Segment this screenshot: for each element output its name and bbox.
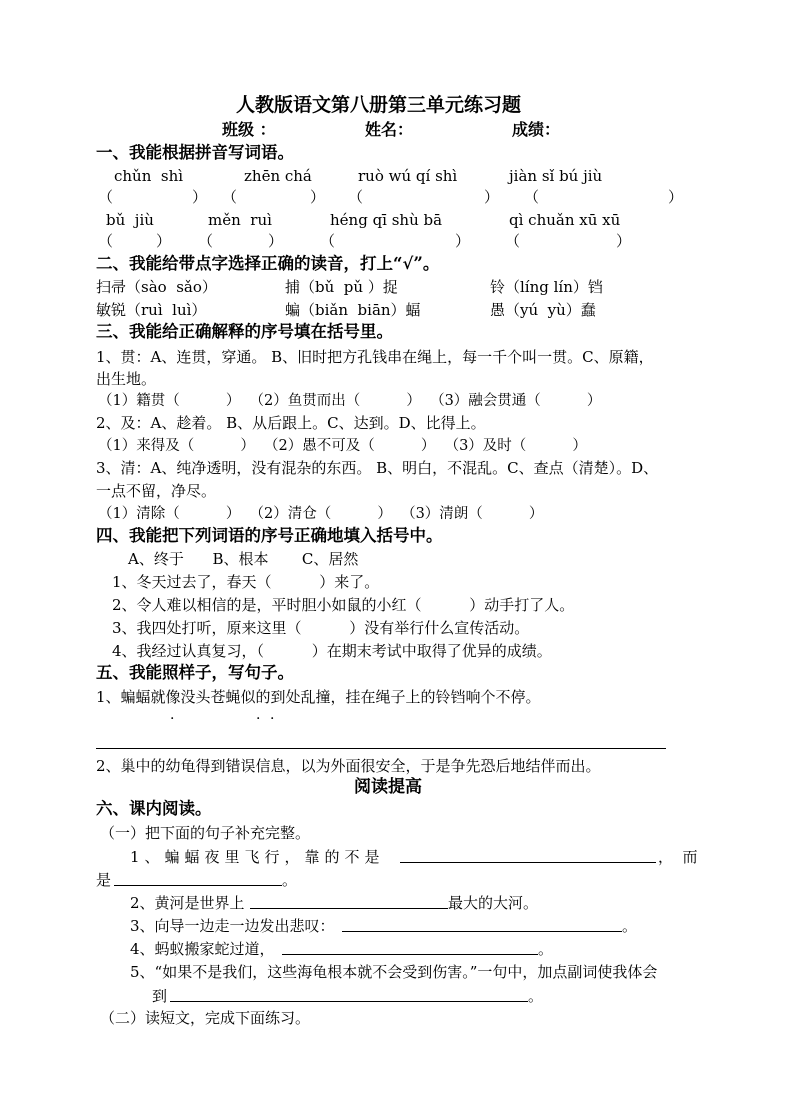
reading-item: 捕（bǔ pǔ ）捉 (285, 278, 398, 296)
page-title: 人教版语文第八册第三单元练习题 (236, 94, 522, 116)
answer-line: （1）来得及（ ） （2）愚不可及（ ） （3）及时（ ） (98, 438, 587, 454)
blank-close: ） (268, 232, 284, 250)
blank-open: （ (222, 188, 238, 206)
q5-text-cont: 到 (152, 987, 168, 1005)
q4-period: 。 (538, 940, 554, 958)
q4-blank (282, 954, 538, 955)
q5-blank (170, 1001, 528, 1002)
q2-text: 2、黄河是世界上 (130, 894, 245, 912)
q1-blank (400, 862, 656, 863)
blank-close: ） (192, 188, 208, 206)
pinyin-6: měn ruì (208, 211, 272, 229)
blank-open: （ (198, 232, 214, 250)
q2-text-end: 最大的大河。 (448, 894, 539, 912)
subsection-label: （一）把下面的句子补充完整。 (100, 824, 311, 842)
example-sentence: 2、巢中的幼龟得到错误信息，以为外面很安全，于是争先恐后地结伴而出。 (96, 757, 601, 775)
class-label: 班级 ： (222, 120, 276, 139)
q1-text-cont: 是 (96, 871, 112, 889)
fill-sentence: 2、令人难以相信的是，平时胆小如鼠的小红（ ）动手打了人。 (112, 596, 575, 614)
pinyin-3: ruò wú qí shì (358, 167, 458, 185)
reading-item: 蝙（biǎn biān）蝠 (285, 301, 421, 319)
q1-text: 1、蝙蝠夜里飞行，靠的不是 (130, 848, 385, 866)
section-6-heading: 六、课内阅读。 (96, 799, 212, 818)
blank-close: ） (616, 232, 632, 250)
reading-item: 铃（líng lín）铛 (490, 278, 603, 296)
blank-close: ） (455, 232, 471, 250)
word-options: A、终于 B、根本 C、居然 (128, 550, 359, 568)
q3-text: 3、向导一边走一边发出悲叹： (130, 917, 335, 935)
section-4-heading: 四、我能把下列词语的序号正确地填入括号中。 (96, 526, 443, 545)
definition-line: 出生地。 (96, 370, 157, 388)
pinyin-2: zhēn chá (244, 167, 312, 185)
blank-open: （ (348, 188, 364, 206)
q3-period: 。 (622, 917, 638, 935)
name-label: 姓名： (365, 120, 414, 139)
q4-text: 4、蚂蚁搬家蛇过道， (130, 940, 275, 958)
definition-line: 3、清：A、纯净透明，没有混杂的东西。 B、明白，不混乱。C、查点（清楚）。D、 (96, 459, 659, 477)
reading-item: 扫帚（sào sǎo） (96, 278, 217, 296)
blank-open: （ (505, 232, 521, 250)
section-2-heading: 二、我能给带点字选择正确的读音，打上“√”。 (96, 254, 440, 273)
pinyin-4: jiàn sǐ bú jiù (509, 167, 603, 185)
answer-underline (96, 748, 666, 749)
blank-close: ） (310, 188, 326, 206)
q3-blank (342, 931, 622, 932)
fill-sentence: 1、冬天过去了，春天（ ）来了。 (112, 573, 380, 591)
blank-close: ） (668, 188, 684, 206)
q1-blank-2 (114, 885, 282, 886)
answer-line: （1）清除（ ） （2）清仓（ ） （3）清朗（ ） (98, 506, 544, 522)
emphasis-dot: · (256, 711, 261, 727)
emphasis-dot: · (270, 711, 275, 727)
blank-open: （ (98, 232, 114, 250)
blank-open: （ (98, 188, 114, 206)
blank-close: ） (156, 232, 172, 250)
q1-period: 。 (282, 871, 298, 889)
pinyin-7: héng qī shù bā (330, 211, 443, 229)
example-sentence: 1、蝙蝠就像没头苍蝇似的到处乱撞，挂在绳子上的铃铛响个不停。 (96, 688, 541, 706)
emphasis-dot: · (170, 711, 175, 727)
definition-line: 一点不留，净尽。 (96, 482, 217, 500)
section-3-heading: 三、我能给正确解释的序号填在括号里。 (96, 322, 393, 341)
blank-close: ） (484, 188, 500, 206)
definition-line: 1、贯：A、连贯，穿通。 B、旧时把方孔钱串在绳上，每一千个叫一贯。C、原籍， (96, 348, 654, 366)
subsection-label: （二）读短文，完成下面练习。 (100, 1009, 311, 1027)
pinyin-8: qì chuǎn xū xū (509, 211, 621, 229)
reading-heading: 阅读提高 (354, 777, 422, 797)
section-5-heading: 五、我能照样子，写句子。 (96, 663, 294, 682)
fill-sentence: 3、我四处打听，原来这里（ ）没有举行什么宣传活动。 (112, 619, 530, 637)
pinyin-1: chǔn shì (114, 167, 184, 185)
answer-line: （1）籍贯（ ） （2）鱼贯而出（ ） （3）融会贯通（ ） (98, 393, 602, 409)
score-label: 成绩： (512, 120, 561, 139)
reading-item: 愚（yú yù）蠢 (490, 301, 596, 319)
definition-line: 2、及：A、趁着。 B、从后跟上。C、达到。D、比得上。 (96, 414, 486, 432)
section-1-heading: 一、我能根据拼音写词语。 (96, 143, 294, 162)
blank-open: （ (524, 188, 540, 206)
pinyin-5: bǔ jiù (106, 211, 154, 229)
q5-text: 5、“如果不是我们，这些海龟根本就不会受到伤害。”一句中，加点副词使我体会 (130, 963, 658, 981)
q2-blank (250, 908, 448, 909)
reading-item: 敏锐（ruì luì） (96, 301, 207, 319)
q1-text-end: ， 而 (658, 848, 698, 866)
fill-sentence: 4、我经过认真复习，（ ）在期末考试中取得了优异的成绩。 (112, 642, 552, 660)
q5-period: 。 (528, 987, 544, 1005)
blank-open: （ (320, 232, 336, 250)
